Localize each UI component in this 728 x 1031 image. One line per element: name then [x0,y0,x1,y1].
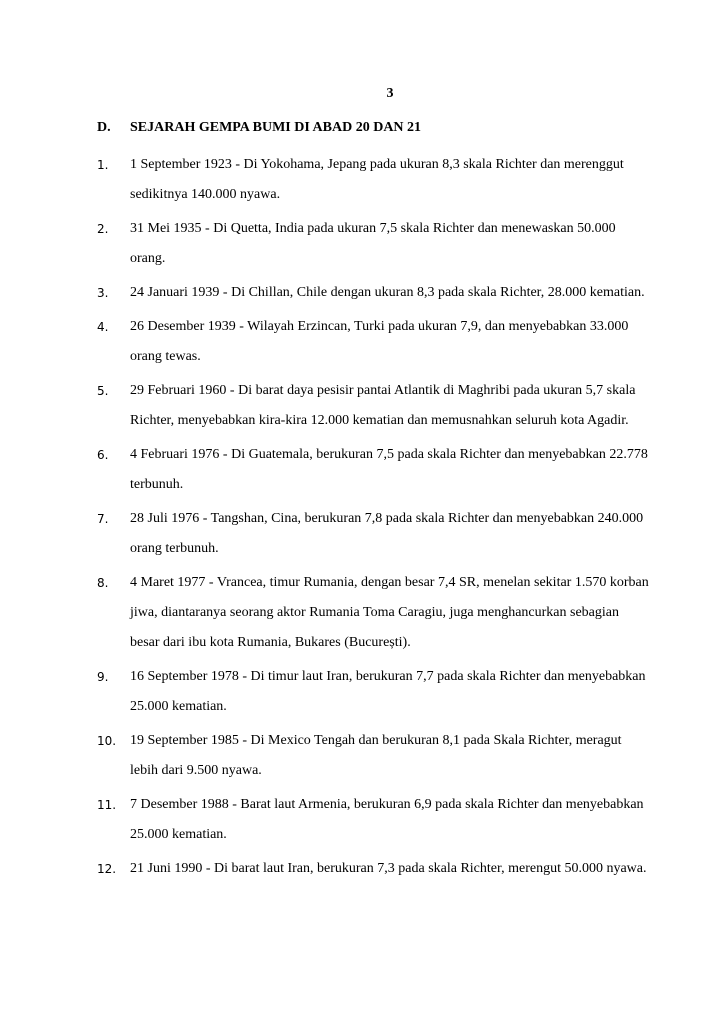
list-item-text: 26 Desember 1939 - Wilayah Erzincan, Turki pada ukuran 7,9, dan menyebabkan 33.000 orang tewas. [130,319,629,364]
list-item-number: 5. [97,384,109,398]
list-item [97,854,652,884]
list-item-text: 19 September 1985 - Di Mexico Tengah dan berukuran 8,1 pada Skala Richter, meragut lebih dari 9.500 nyawa. [130,733,622,778]
section-marker: D. [97,120,111,135]
list-item [97,440,652,500]
list-item [97,568,652,658]
list-item [97,150,652,210]
list-item-number: 8. [97,576,109,590]
section-title: SEJARAH GEMPA BUMI DI ABAD 20 DAN 21 [130,120,422,135]
list-item [97,312,652,372]
list-item-number: 4. [97,320,109,334]
list-item-number: 1. [97,158,109,172]
list-item-text: 4 Maret 1977 - Vrancea, timur Rumania, dengan besar 7,4 SR, menelan sekitar 1.570 korban jiwa, diantaranya seorang aktor Rumania Toma Caragiu, juga menghancurkan sebagian besar dari ibu kota Rumania, Bukares (București). [130,575,649,650]
list-item [97,376,652,436]
list-item-number: 11. [97,798,117,812]
list-item-number: 10. [97,734,117,748]
earthquake-list [97,150,652,884]
list-item-text: 28 Juli 1976 - Tangshan, Cina, berukuran 7,8 pada skala Richter dan menyebabkan 240.000 orang terbunuh. [130,511,644,556]
list-item-text: 4 Februari 1976 - Di Guatemala, berukuran 7,5 pada skala Richter dan menyebabkan 22.778 terbunuh. [130,447,648,492]
list-item [97,790,652,850]
list-item-text: 7 Desember 1988 - Barat laut Armenia, berukuran 6,9 pada skala Richter dan menyebabkan 25.000 kematian. [130,797,644,842]
list-item-text: 29 Februari 1960 - Di barat daya pesisir pantai Atlantik di Maghribi pada ukuran 5,7 skala Richter, menyebabkan kira-kira 12.000 kematian dan memusnahkan seluruh kota Agadir. [130,383,636,428]
list-item-number: 3. [97,286,109,300]
list-item-text: 16 September 1978 - Di timur laut Iran, berukuran 7,7 pada skala Richter dan menyebabkan 25.000 kematian. [130,669,646,714]
section-heading [97,120,421,136]
list-item [97,214,652,274]
list-item-number: 12. [97,862,117,876]
list-item-number: 9. [97,670,109,684]
list-item-number: 6. [97,448,109,462]
list-item-text: 24 Januari 1939 - Di Chillan, Chile dengan ukuran 8,3 pada skala Richter, 28.000 kematian. [130,285,645,300]
list-item [97,662,652,722]
list-item-text: 31 Mei 1935 - Di Quetta, India pada ukuran 7,5 skala Richter dan menewaskan 50.000 orang. [130,221,616,266]
list-item-text: 21 Juni 1990 - Di barat laut Iran, berukuran 7,3 pada skala Richter, merengut 50.000 nyawa. [130,861,647,876]
list-item-number: 2. [97,222,109,236]
list-item [97,726,652,786]
list-item-number: 7. [97,512,109,526]
page-number: 3 [386,86,394,101]
list-item [97,278,652,308]
list-item-text: 1 September 1923 - Di Yokohama, Jepang pada ukuran 8,3 skala Richter dan merenggut sedikitnya 140.000 nyawa. [130,157,624,202]
list-item [97,504,652,564]
